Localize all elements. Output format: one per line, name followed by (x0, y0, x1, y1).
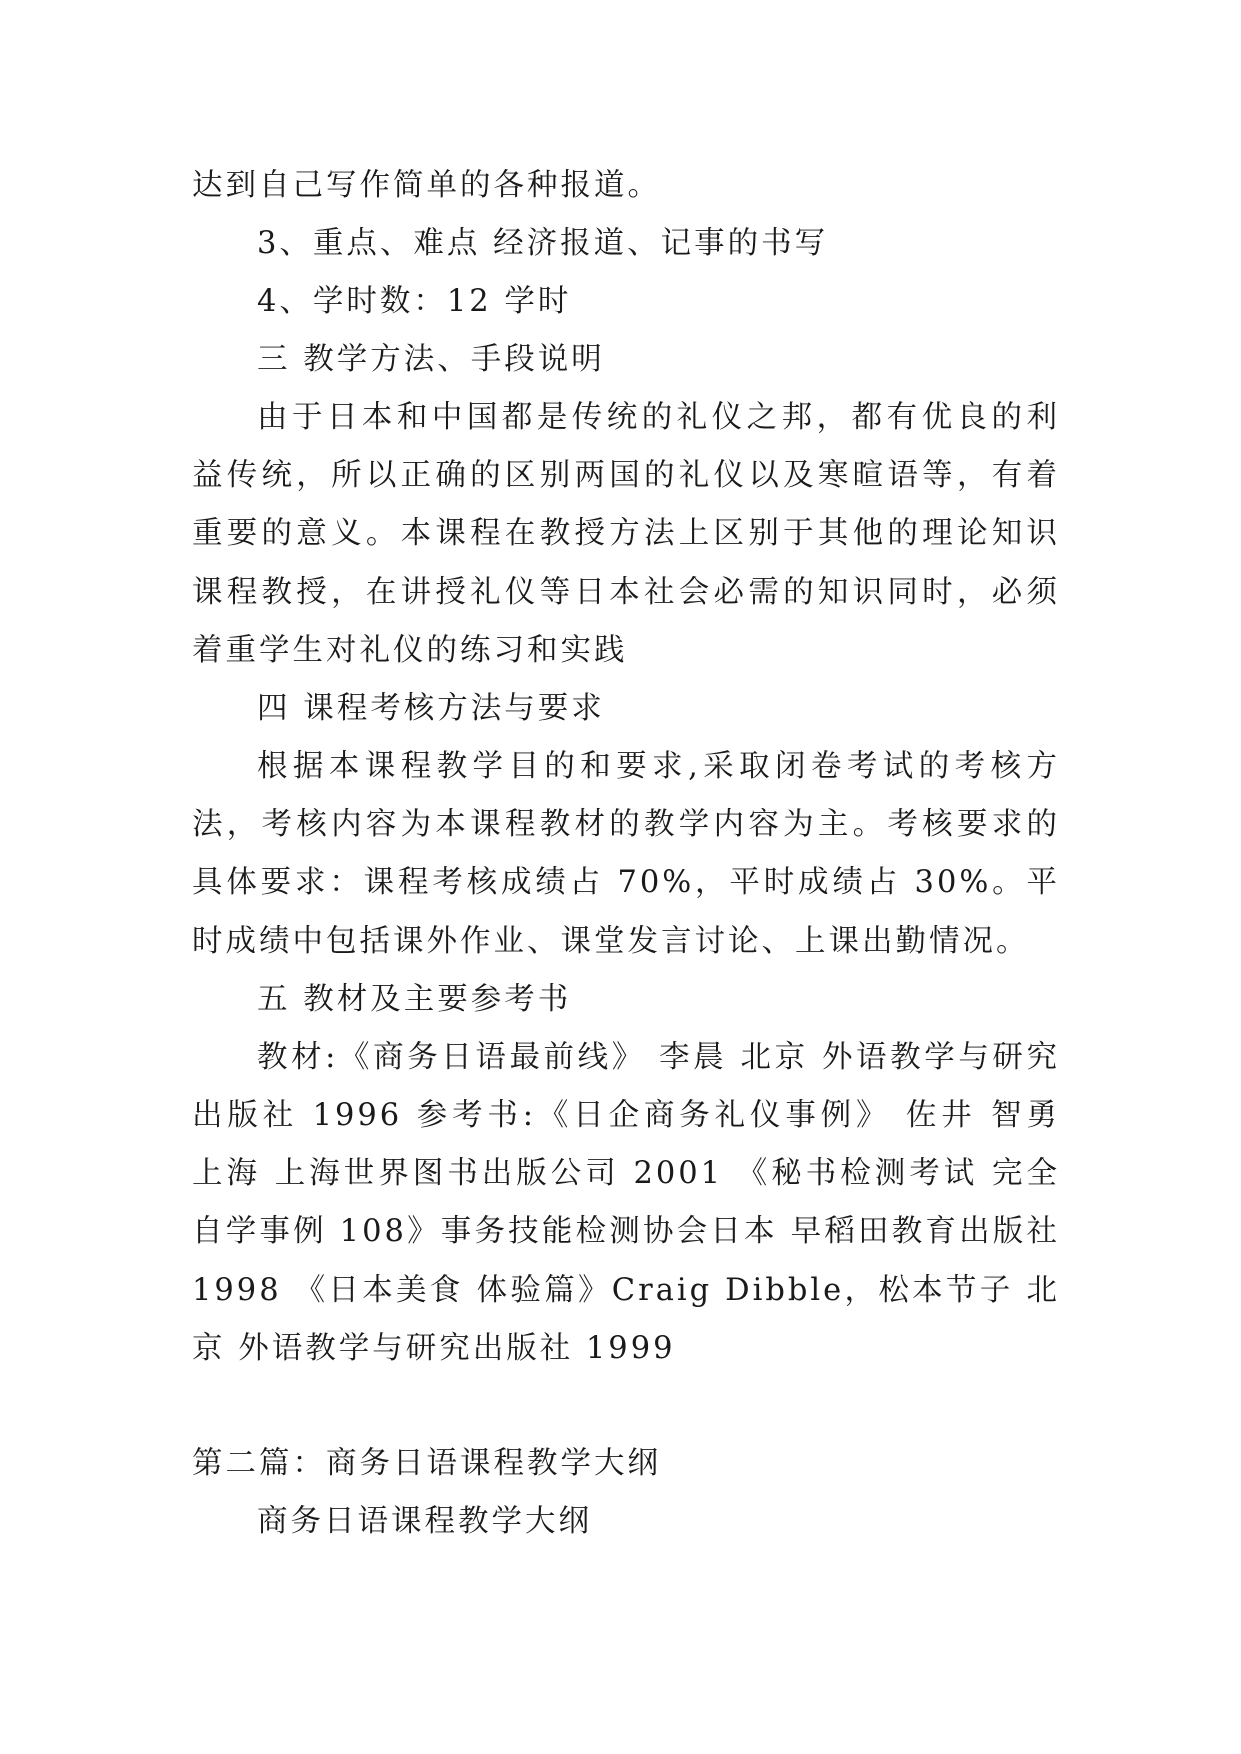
section-heading-assessment: 四 课程考核方法与要求 (257, 691, 605, 727)
teaching-methods-paragraph: 由于日本和中国都是传统的礼仪之邦，都有优良的利益传统，所以正确的区别两国的礼仪以及寒暄语等，有着重要的意义。本课程在教授方法上区别于其他的理论知识课程教授，在讲授礼仪等日本社会必需的知识同时，必须着重学生对礼仪的练习和实践 (192, 400, 1060, 668)
part-two-subheading: 商务日语课程教学大纲 (257, 1504, 592, 1540)
section-heading-teaching-methods: 三 教学方法、手段说明 (257, 342, 605, 377)
document-body (192, 157, 1060, 1551)
textbooks-paragraph: 教材:《商务日语最前线》 李晨 北京 外语教学与研究出版社 1996 参考书:《日企商务礼仪事例》 佐井 智勇 上海 上海世界图书出版公司 2001 《秘书检测考试 完全自学事例 108》事务技能检测协会日本 早稻田教育出版社 1998 《日本美食 体验篇》Craig Dibble，松本节子 北京 外语教学与研究出版社 1999 (192, 1039, 1060, 1366)
blank-spacer (192, 1378, 1060, 1435)
list-item-class-hours: 4、学时数：12 学时 (257, 284, 572, 319)
part-two-heading: 第二篇：商务日语课程教学大纲 (192, 1446, 661, 1482)
continuation-paragraph: 达到自己写作简单的各种报道。 (192, 168, 661, 203)
assessment-paragraph: 根据本课程教学目的和要求,采取闭卷考试的考核方法，考核内容为本课程教材的教学内容为主。考核要求的具体要求：课程考核成绩占 70%，平时成绩占 30%。平时成绩中包括课外作业、课堂发言讨论、上课出勤情况。 (192, 749, 1060, 959)
section-heading-textbooks: 五 教材及主要参考书 (257, 981, 572, 1017)
list-item-key-points: 3、重点、难点 经济报道、记事的书写 (257, 226, 829, 261)
